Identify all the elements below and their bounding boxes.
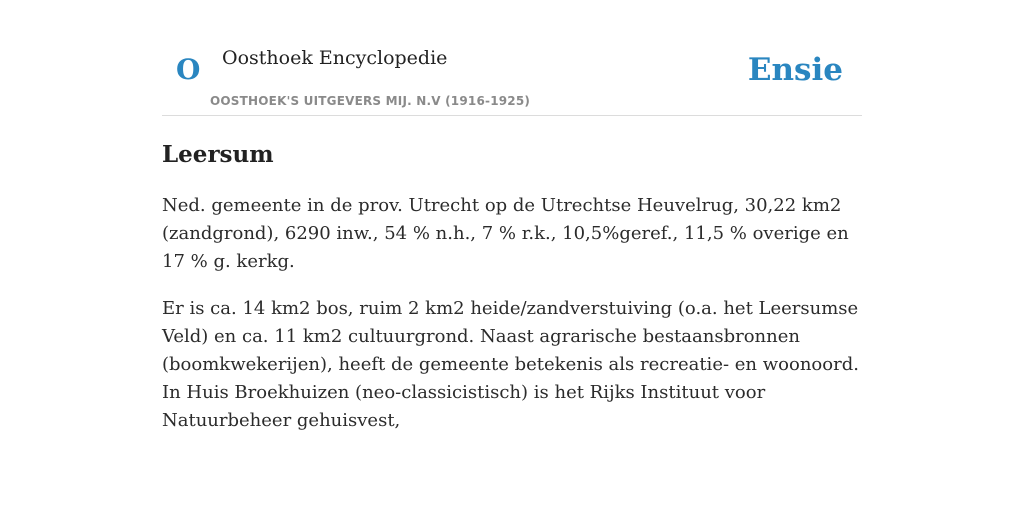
publication-header [162, 0, 862, 116]
publication-logo[interactable]: O [176, 53, 201, 86]
article-paragraph: Ned. gemeente in de prov. Utrecht op de Utrechtse Heuvelrug, 30,22 km2 (zandgrond), 6290 inw., 54 % n.h., 7 % r.k., 10,5%geref., 11,5 % overige en 17 % g. kerkg. [162, 195, 849, 272]
article-paragraph: Er is ca. 14 km2 bos, ruim 2 km2 heide/zandverstuiving (o.a. het Leersumse Veld) en ca. 11 km2 cultuurgrond. Naast agrarische bestaansbronnen (boomkwekerijen), heeft de gemeente betekenis als recreatie- en woonoord. In Huis Broekhuizen (neo-classicistisch) is het Rijks Instituut voor Natuurbeheer gehuisvest, [162, 298, 859, 431]
article-title: Leersum [162, 141, 274, 168]
article-page [162, 0, 862, 512]
publication-title[interactable]: Oosthoek Encyclopedie [222, 47, 448, 69]
publication-subtitle: OOSTHOEK'S UITGEVERS MIJ. N.V (1916-1925) [210, 94, 531, 108]
ensie-logo-link[interactable]: Ensie [747, 52, 843, 88]
